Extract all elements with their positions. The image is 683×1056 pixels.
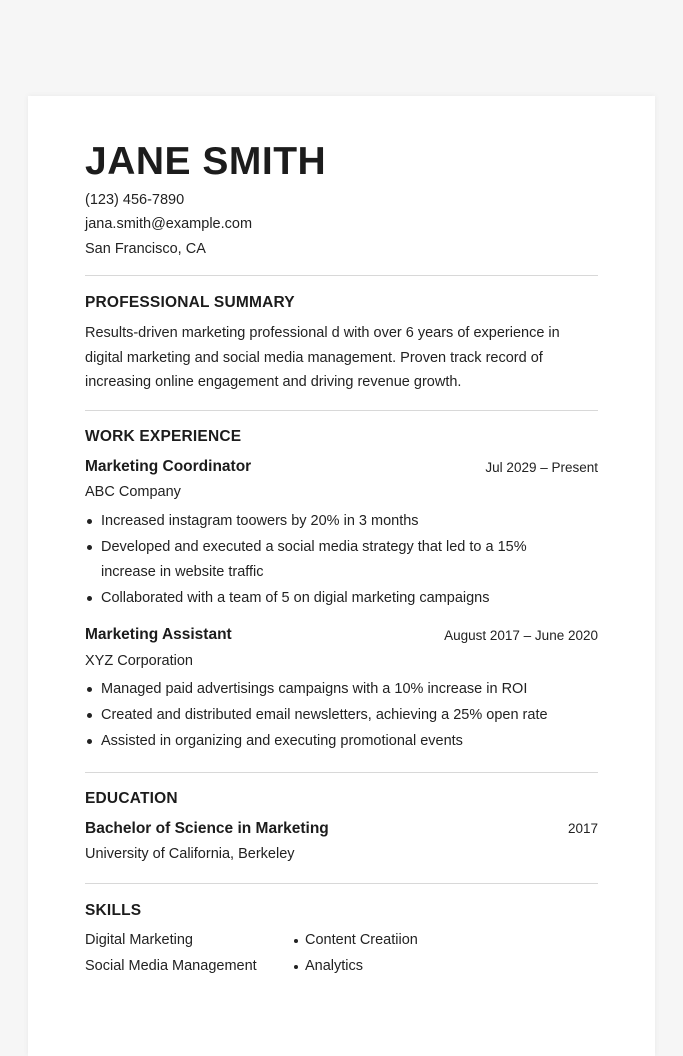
company-name: XYZ Corporation <box>85 653 193 669</box>
bullet-icon <box>87 545 92 550</box>
location: San Francisco, CA <box>85 241 206 257</box>
bullet-icon <box>87 596 92 601</box>
candidate-name: JANE SMITH <box>85 140 327 183</box>
divider <box>85 275 598 276</box>
bullet-icon <box>294 965 298 969</box>
summary-line: digital marketing and social media management. Proven track record of <box>85 349 543 366</box>
job-bullets <box>85 677 598 755</box>
divider <box>85 883 598 884</box>
bullet-item: Assisted in organizing and executing promotional events <box>85 729 598 754</box>
email-address: jana.smith@example.com <box>85 216 253 232</box>
bullet-icon <box>294 939 298 943</box>
section-title-experience: WORK EXPERIENCE <box>85 428 242 445</box>
bullet-item: Developed and executed a social media strategy that led to a 15% increase in website traffic <box>85 535 598 584</box>
divider <box>85 772 598 773</box>
bullet-item: Created and distributed email newsletters, achieving a 25% open rate <box>85 703 598 728</box>
bullet-item: Managed paid advertisings campaigns with a 10% increase in ROI <box>85 677 598 702</box>
divider <box>85 410 598 411</box>
summary-line: Results-driven marketing professional d with over 6 years of experience in <box>85 325 560 341</box>
skill-item: Social Media Management <box>85 958 257 974</box>
resume-page <box>28 96 655 1056</box>
skill-item: Analytics <box>305 957 363 975</box>
graduation-year: 2017 <box>567 821 598 836</box>
job-dates: Jul 2029 – Present <box>485 460 598 475</box>
degree: Bachelor of Science in Marketing <box>85 820 329 837</box>
skill-item: Content Creatiion <box>305 931 418 949</box>
summary-line: increasing online engagement and driving revenue growth. <box>85 374 462 390</box>
section-title-summary: PROFESSIONAL SUMMARY <box>85 294 295 311</box>
bullet-icon <box>87 739 92 744</box>
section-title-skills: SKILLS <box>85 902 142 919</box>
company-name: ABC Company <box>85 484 181 500</box>
phone-number: (123) 456-7890 <box>85 192 185 208</box>
skill-item: Digital Marketing <box>85 932 193 948</box>
bullet-icon <box>87 519 92 524</box>
job-bullets <box>85 509 598 612</box>
bullet-icon <box>87 713 92 718</box>
school-name: University of California, Berkeley <box>85 846 295 862</box>
job-title: Marketing Assistant <box>85 626 232 643</box>
bullet-icon <box>87 687 92 692</box>
bullet-item: Collaborated with a team of 5 on digial marketing campaigns <box>85 586 598 611</box>
summary-text <box>85 321 598 395</box>
section-title-education: EDUCATION <box>85 790 178 807</box>
job-title: Marketing Coordinator <box>85 458 252 475</box>
bullet-item: Increased instagram toowers by 20% in 3 months <box>85 509 598 534</box>
job-dates: August 2017 – June 2020 <box>444 628 598 643</box>
